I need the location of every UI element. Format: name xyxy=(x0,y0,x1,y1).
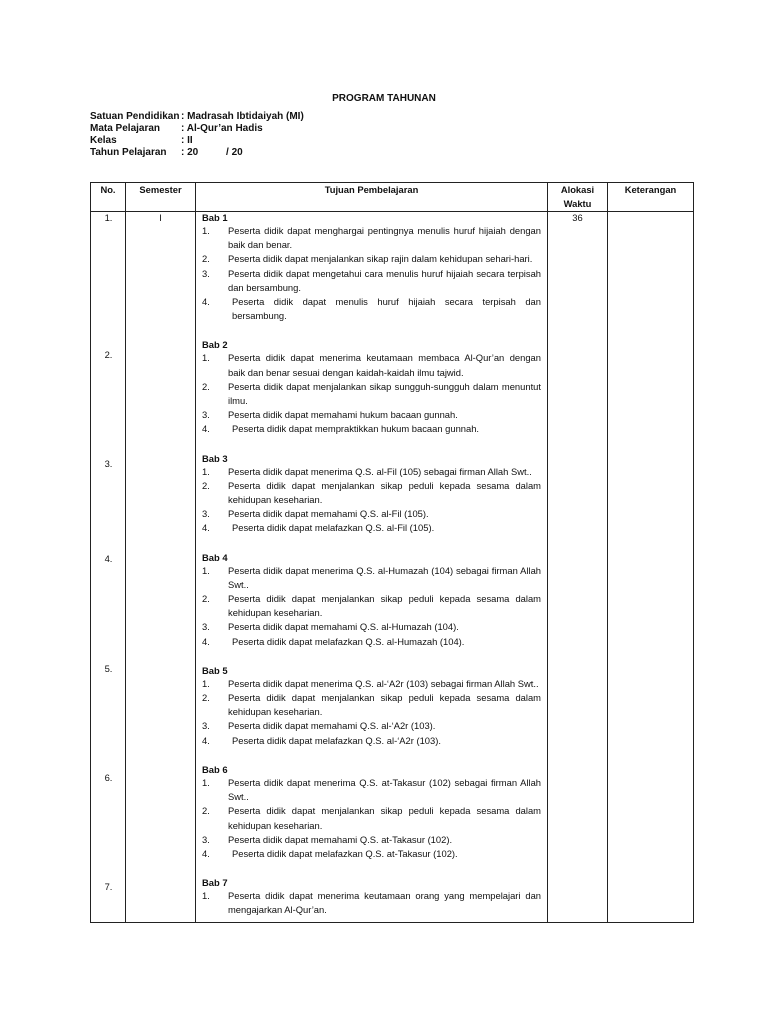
bab-title: Bab 7 xyxy=(202,877,228,889)
info-row xyxy=(90,123,304,135)
semester-cell xyxy=(126,212,196,923)
list-item xyxy=(202,719,541,733)
item-number: 3. xyxy=(202,720,210,732)
item-text: Peserta didik dapat melafazkan Q.S. al-Fil (105). xyxy=(232,522,435,534)
table-row xyxy=(91,212,694,923)
row-number: 4. xyxy=(104,553,113,564)
item-number: 1. xyxy=(202,564,210,576)
info-value: : 20 / 20 xyxy=(181,147,243,158)
item-number: 2. xyxy=(202,593,210,605)
list-item xyxy=(202,677,541,691)
bab-title: Bab 4 xyxy=(202,551,228,563)
item-number: 4. xyxy=(202,296,210,308)
row-number: 3. xyxy=(104,458,113,469)
bab-block xyxy=(202,339,541,436)
item-number: 4. xyxy=(202,423,210,435)
bab-title: Bab 6 xyxy=(202,763,228,775)
info-label: Satuan Pendidikan xyxy=(90,111,180,122)
item-text: Peserta didik dapat menjalankan sikap peduli kepada sesama dalam kehidupan keseharian. xyxy=(228,692,541,718)
item-number: 4. xyxy=(202,522,210,534)
alokasi-value: 36 xyxy=(572,212,583,223)
bab-title: Bab 2 xyxy=(202,339,228,351)
page-title: PROGRAM TAHUNAN xyxy=(332,93,436,104)
item-number: 1. xyxy=(202,352,210,364)
header-tujuan: Tujuan Pembelajaran xyxy=(196,183,548,212)
info-row xyxy=(90,111,304,123)
list-item xyxy=(202,564,541,592)
item-text: Peserta didik dapat mengetahui cara menulis huruf hijaiah secara terpisah dan bersambung. xyxy=(228,267,541,293)
item-text: Peserta didik dapat menjalankan sikap peduli kepada sesama dalam kehidupan keseharian. xyxy=(228,479,541,506)
item-number: 3. xyxy=(202,409,210,421)
list-item xyxy=(202,804,541,832)
list-item xyxy=(202,691,541,719)
alokasi-cell xyxy=(548,212,608,923)
list-item xyxy=(202,889,541,917)
item-text: Peserta didik dapat menjalankan sikap rajin dalam kehidupan sehari-hari. xyxy=(228,253,533,265)
item-text: Peserta didik dapat melafazkan Q.S. al-Humazah (104). xyxy=(232,635,465,647)
item-text: Peserta didik dapat melafazkan Q.S. at-Takasur (102). xyxy=(232,847,458,859)
item-text: Peserta didik dapat menjalankan sikap peduli kepada sesama dalam kehidupan keseharian. xyxy=(228,593,541,619)
list-item xyxy=(202,479,541,507)
item-number: 4. xyxy=(202,635,210,647)
list-item xyxy=(202,635,541,649)
item-text: Peserta didik dapat menerima Q.S. al-‘A2r (103) sebagai firman Allah Swt.. xyxy=(228,677,539,689)
item-text: Peserta didik dapat menerima Q.S. at-Takasur (102) sebagai firman Allah Swt.. xyxy=(228,776,541,803)
table-header-row xyxy=(91,183,694,212)
list-item xyxy=(202,507,541,521)
item-number: 1. xyxy=(202,465,210,477)
item-number: 1. xyxy=(202,677,210,689)
item-number: 2. xyxy=(202,692,210,704)
list-item xyxy=(202,267,541,295)
item-text: Peserta didik dapat menghargai pentingnya menulis huruf hijaiah dengan baik dan benar. xyxy=(228,225,541,251)
info-value: : Al-Qur’an Hadis xyxy=(181,123,263,134)
info-value: : Madrasah Ibtidaiyah (MI) xyxy=(181,111,304,122)
item-number: 1. xyxy=(202,225,210,236)
header-alokasi: Alokasi Waktu xyxy=(548,183,608,212)
item-number: 2. xyxy=(202,479,210,491)
list-item xyxy=(202,833,541,847)
item-text: Peserta didik dapat memahami Q.S. al-‘A2r (103). xyxy=(228,720,436,732)
item-number: 3. xyxy=(202,621,210,633)
list-item xyxy=(202,295,541,323)
bab-block xyxy=(202,877,541,917)
header-no: No. xyxy=(91,183,126,212)
info-label: Mata Pelajaran xyxy=(90,123,161,134)
item-text: Peserta didik dapat memahami Q.S. al-Humazah (104). xyxy=(228,621,459,633)
bab-title: Bab 5 xyxy=(202,664,228,676)
item-number: 3. xyxy=(202,267,210,279)
item-text: Peserta didik dapat memahami hukum bacaan gunnah. xyxy=(228,409,458,421)
item-number: 1. xyxy=(202,776,210,788)
item-number: 4. xyxy=(202,734,210,746)
info-label: Tahun Pelajaran xyxy=(90,147,167,158)
item-number: 3. xyxy=(202,508,210,520)
header-keterangan: Keterangan xyxy=(608,183,694,212)
list-item xyxy=(202,465,541,479)
item-text: Peserta didik dapat menjalankan sikap sungguh-sungguh dalam menuntut ilmu. xyxy=(228,380,541,407)
item-text: Peserta didik dapat menerima keutamaan membaca Al-Qur’an dengan baik dan benar sesuai dengan kaidah-kaidah ilmu tajwid. xyxy=(228,352,541,378)
list-item xyxy=(202,847,541,861)
row-number: 2. xyxy=(104,349,113,360)
row-number: 1. xyxy=(104,212,113,223)
bab-block xyxy=(202,212,541,323)
tujuan-cell xyxy=(196,212,548,923)
item-number: 3. xyxy=(202,833,210,845)
item-text: Peserta didik dapat memahami Q.S. at-Takasur (102). xyxy=(228,833,453,845)
list-item xyxy=(202,734,541,748)
list-item xyxy=(202,620,541,634)
bab-block xyxy=(202,665,541,748)
item-text: Peserta didik dapat melafazkan Q.S. al-‘A2r (103). xyxy=(232,734,441,746)
list-item xyxy=(202,351,541,379)
list-item xyxy=(202,224,541,252)
list-item xyxy=(202,776,541,804)
header-semester: Semester xyxy=(126,183,196,212)
row-number: 5. xyxy=(104,663,113,674)
bab-block xyxy=(202,552,541,649)
list-item xyxy=(202,521,541,535)
bab-title: Bab 3 xyxy=(202,452,228,464)
item-text: Peserta didik dapat memahami Q.S. al-Fil (105). xyxy=(228,508,429,520)
info-value: : II xyxy=(181,135,193,146)
list-item xyxy=(202,422,541,436)
bab-title: Bab 1 xyxy=(202,212,228,223)
item-number: 1. xyxy=(202,890,210,902)
info-row xyxy=(90,135,304,147)
semester-value: I xyxy=(159,212,162,223)
bab-block xyxy=(202,453,541,536)
document-info xyxy=(90,111,304,159)
keterangan-cell xyxy=(608,212,694,923)
list-item xyxy=(202,592,541,620)
info-label: Kelas xyxy=(90,135,117,146)
row-number: 6. xyxy=(104,772,113,783)
row-numbers xyxy=(91,212,125,922)
bab-block xyxy=(202,764,541,861)
row-number: 7. xyxy=(104,881,113,892)
item-text: Peserta didik dapat menulis huruf hijaiah secara terpisah dan bersambung. xyxy=(232,296,541,322)
list-item xyxy=(202,252,541,266)
item-number: 2. xyxy=(202,253,210,265)
item-text: Peserta didik dapat menerima Q.S. al-Fil (105) sebagai firman Allah Swt.. xyxy=(228,465,532,477)
program-table xyxy=(90,182,694,923)
list-item xyxy=(202,380,541,408)
item-text: Peserta didik dapat menjalankan sikap peduli kepada sesama dalam kehidupan keseharian. xyxy=(228,805,541,831)
info-row xyxy=(90,147,304,159)
no-cell xyxy=(91,212,126,923)
item-text: Peserta didik dapat menerima keutamaan orang yang mempelajari dan mengajarkan Al-Qur’an. xyxy=(228,890,541,916)
item-number: 4. xyxy=(202,847,210,859)
item-number: 2. xyxy=(202,380,210,392)
item-number: 2. xyxy=(202,805,210,817)
item-text: Peserta didik dapat menerima Q.S. al-Humazah (104) sebagai firman Allah Swt.. xyxy=(228,564,541,590)
list-item xyxy=(202,408,541,422)
item-text: Peserta didik dapat mempraktikkan hukum bacaan gunnah. xyxy=(232,423,480,435)
